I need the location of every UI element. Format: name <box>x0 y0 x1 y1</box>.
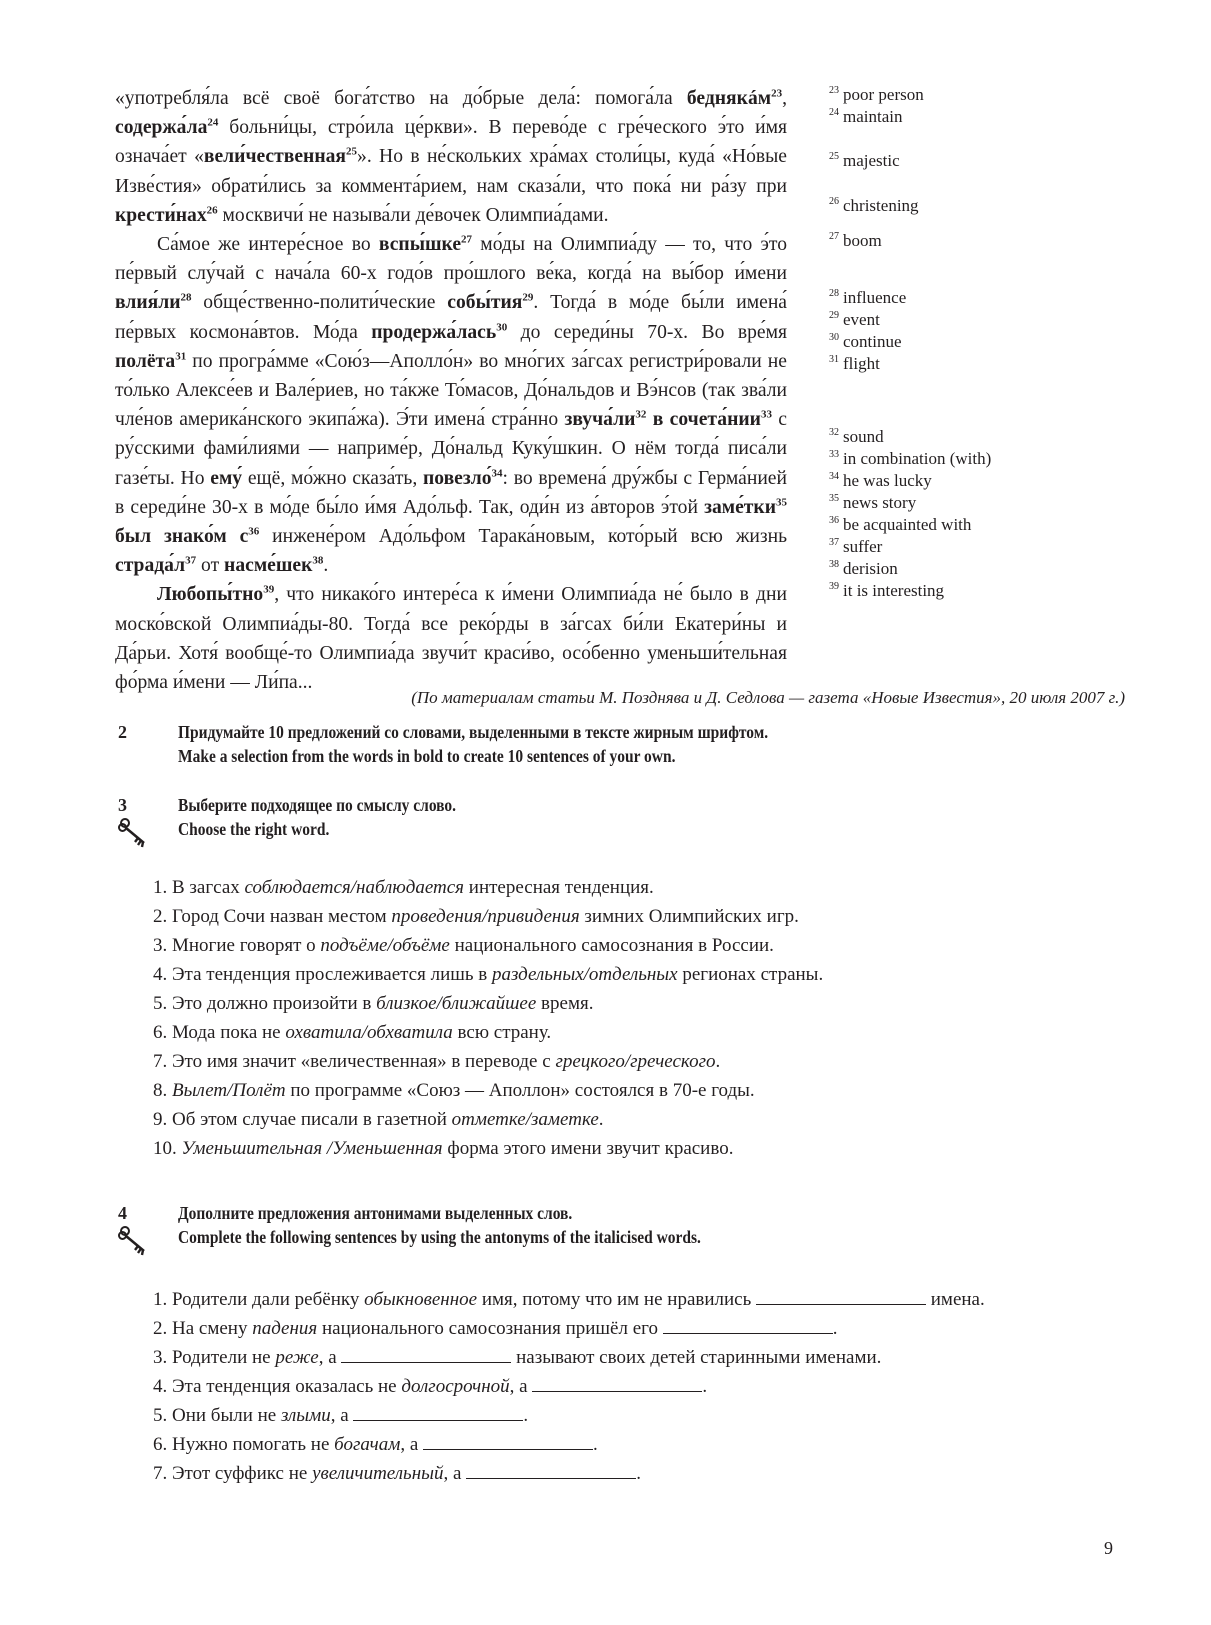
italic-word-choice: реже <box>275 1347 319 1368</box>
footnote-marker: 28 <box>180 291 192 304</box>
task-2 <box>118 720 1118 768</box>
footnote-marker: 38 <box>312 554 324 567</box>
italic-word-choice: отметке/заметке <box>451 1109 599 1130</box>
exercise-item: 5. Они были не злыми, а . <box>153 1405 529 1426</box>
glossary-translation: flight <box>843 354 880 373</box>
glossary-translation: be acquainted with <box>843 515 972 534</box>
exercise-item: 7. Это имя значит «величественная» в переводе с грецкого/греческого. <box>153 1051 721 1072</box>
footnote-number: 29 <box>829 310 839 322</box>
task-instruction-ru: Придумайте 10 предложений со словами, выделенными в тексте жирным шрифтом. <box>178 722 769 742</box>
bold-vocabulary-word: заме́тки <box>704 496 776 518</box>
reading-paragraph-3: Любопы́тно$^{39}$, что никако́го интере́са к и́мени Олимпиа́да не́ было в дни моско́вской Олимпиа́ды-80. Тогда́ все реко́рды в за́гсах би́ли Екатери́ны и Да́рьи. Хотя́ вообще́-то Олимпиа́да звучи́т краси́во, осо́бенно уменьши́тельная фо́рма и́мени — Ли́па... <box>115 583 787 694</box>
glossary-translation: news story <box>843 493 917 512</box>
bold-vocabulary-word: страда́л <box>115 555 186 577</box>
footnote-number: 31 <box>829 354 839 366</box>
exercise-item: 2. Город Сочи назван местом проведения/привидения зимних Олимпийских игр. <box>153 906 799 927</box>
footnote-marker: 24 <box>207 116 219 129</box>
exercise-item: 1. Родители дали ребёнку обыкновенное имя, потому что им не нравились имена. <box>153 1289 985 1310</box>
exercise-item: 3. Родители не реже, а называют своих детей старинными именами. <box>153 1347 882 1368</box>
italic-word-choice: долгосрочной <box>401 1376 510 1397</box>
italic-word-choice: Вылет/Полёт <box>172 1080 286 1101</box>
exercise-item: 10. Уменьшительная /Уменьшенная форма этого имени звучит красиво. <box>153 1138 734 1159</box>
exercise-item: 8. Вылет/Полёт по программе «Союз — Аполлон» состоялся в 70-е годы. <box>153 1080 755 1101</box>
glossary-entry <box>829 492 1129 515</box>
italic-word-choice: подъёме/объёме <box>320 935 450 956</box>
footnote-number: 39 <box>829 581 839 593</box>
exercise-item: 1. В загсах соблюдается/наблюдается интересная тенденция. <box>153 877 654 898</box>
footnote-marker: 32 <box>635 408 647 421</box>
footnote-number: 26 <box>829 196 839 208</box>
exercise-item: 7. Этот суффикс не увеличительный, а . <box>153 1463 641 1484</box>
footnote-number: 33 <box>829 449 839 461</box>
key-icon <box>118 1225 148 1259</box>
italic-word-choice: злыми <box>281 1405 331 1426</box>
exercise-item: 5. Это должно произойти в близкое/ближайшее время. <box>153 993 594 1014</box>
italic-word-choice: охватила/обхватила <box>285 1022 453 1043</box>
glossary-translation: continue <box>843 332 902 351</box>
italic-word-choice: грецкого/греческого <box>555 1051 716 1072</box>
italic-word-choice: богачам <box>334 1434 401 1455</box>
glossary-entry <box>829 84 1129 107</box>
footnote-marker: 23 <box>771 87 783 100</box>
source-citation: (По материалам статьи М. Позднява и Д. Седлова — газета «Новые Известия», 20 июля 2007 г.) <box>411 688 1125 707</box>
task-4 <box>118 1201 1118 1249</box>
glossary-entry <box>829 195 1129 218</box>
exercise-item: 2. На смену падения национального самосознания пришёл его . <box>153 1318 838 1339</box>
bold-vocabulary-word: вели́чественная <box>203 146 347 168</box>
glossary-entry <box>829 448 1129 471</box>
glossary-translation: christening <box>843 196 919 215</box>
glossary-entry <box>829 309 1129 332</box>
footnote-marker: 25 <box>346 145 358 158</box>
task-3 <box>118 793 1118 841</box>
glossary-entry <box>829 514 1129 537</box>
glossary-entry <box>829 353 1129 376</box>
bold-vocabulary-word: вспы́шке <box>378 234 462 256</box>
answer-blank[interactable] <box>663 1317 833 1334</box>
task-instruction-en: Complete the following sentences by using the antonyms of the italicised words. <box>178 1227 701 1247</box>
footnote-number: 28 <box>829 288 839 300</box>
glossary-entry <box>829 426 1129 449</box>
footnote-marker: 36 <box>248 525 260 538</box>
bold-vocabulary-word: ему́ <box>210 467 243 489</box>
glossary-entry <box>829 150 1129 173</box>
bold-vocabulary-word: крести́нах <box>115 204 207 226</box>
glossary-translation: derision <box>843 559 898 578</box>
task-number: 3 <box>118 795 127 815</box>
task-number: 4 <box>118 1203 127 1223</box>
footnote-number: 23 <box>829 85 839 97</box>
reading-paragraph-1: «употребля́ла всё своё бога́тство на до́брые дела́: помога́ла беднякáм$^{23}$, содержа́ла$^{24}$ больни́цы, стро́ила це́ркви». В перево́де с гре́ческого э́то и́мя означа́ет «вели́чественная$^{25}$». Но в не́скольких хра́мах столи́цы, куда́ «Но́вые Изве́стия» обрати́лись за коммента́рием, нам сказа́ли, что пока́ ни ра́зу при крести́нах$^{26}$ москвичи́ не называ́ли де́вочек Олимпиа́дами. <box>115 87 787 226</box>
footnote-marker: 37 <box>185 554 197 567</box>
glossary-entry <box>829 287 1129 310</box>
footnote-marker: 33 <box>760 408 772 421</box>
footnote-number: 32 <box>829 427 839 439</box>
answer-blank[interactable] <box>423 1433 593 1450</box>
bold-vocabulary-word: в сочета́нии <box>652 409 761 431</box>
glossary-translation: in combination (with) <box>843 449 992 468</box>
italic-word-choice: близкое/ближайшее <box>376 993 537 1014</box>
glossary-translation: poor person <box>843 85 924 104</box>
glossary-translation: he was lucky <box>843 471 932 490</box>
task-3-exercise-list <box>153 873 1133 1163</box>
footnote-number: 27 <box>829 231 839 243</box>
task-instruction-ru: Дополните предложения антонимами выделенных слов. <box>178 1203 573 1223</box>
exercise-item: 9. Об этом случае писали в газетной отметке/заметке. <box>153 1109 604 1130</box>
footnote-marker: 26 <box>206 204 218 217</box>
glossary-translation: sound <box>843 427 884 446</box>
glossary-translation: boom <box>843 231 882 250</box>
footnote-number: 36 <box>829 515 839 527</box>
exercise-item: 4. Эта тенденция прослеживается лишь в раздельных/отдельных регионах страны. <box>153 964 824 985</box>
glossary-translation: it is interesting <box>843 581 945 600</box>
glossary-translation: suffer <box>843 537 883 556</box>
bold-vocabulary-word: повезло́ <box>422 467 492 489</box>
glossary-entry <box>829 106 1129 129</box>
footnote-number: 30 <box>829 332 839 344</box>
exercise-item: 3. Многие говорят о подъёме/объёме национального самосознания в России. <box>153 935 774 956</box>
footnote-number: 35 <box>829 493 839 505</box>
footnote-number: 25 <box>829 151 839 163</box>
exercise-item: 4. Эта тенденция оказалась не долгосрочной, а . <box>153 1376 708 1397</box>
task-number: 2 <box>118 722 127 742</box>
task-instruction-ru: Выберите подходящее по смыслу слово. <box>178 795 457 815</box>
glossary-entry <box>829 331 1129 354</box>
glossary-translation: influence <box>843 288 907 307</box>
answer-blank[interactable] <box>756 1288 926 1305</box>
italic-word-choice: раздельных/отдельных <box>492 964 678 985</box>
reading-text <box>115 84 787 697</box>
task-instruction-en: Choose the right word. <box>178 819 330 839</box>
footnote-number: 38 <box>829 559 839 571</box>
footnote-marker: 27 <box>461 233 473 246</box>
key-icon <box>118 817 148 851</box>
task-instruction-en: Make a selection from the words in bold to create 10 sentences of your own. <box>178 746 676 766</box>
bold-vocabulary-word: был знако́м с <box>115 526 249 548</box>
bold-vocabulary-word: насме́шек <box>224 555 313 577</box>
italic-word-choice: обыкновенное <box>364 1289 478 1310</box>
footnote-number: 24 <box>829 107 839 119</box>
glossary-entry <box>829 230 1129 253</box>
glossary-translation: event <box>843 310 880 329</box>
bold-vocabulary-word: влия́ли <box>115 292 181 314</box>
bold-vocabulary-word: содержа́ла <box>115 117 208 139</box>
glossary-translation: majestic <box>843 151 900 170</box>
glossary-translation: maintain <box>843 107 903 126</box>
italic-word-choice: Уменьшительная /Уменьшенная <box>181 1138 443 1159</box>
answer-blank[interactable] <box>466 1462 636 1479</box>
glossary-entry <box>829 470 1129 493</box>
italic-word-choice: падения <box>252 1318 318 1339</box>
bold-vocabulary-word: звуча́ли <box>564 409 636 431</box>
answer-blank[interactable] <box>353 1404 523 1421</box>
bold-vocabulary-word: полёта <box>115 350 176 372</box>
page-number: 9 <box>1104 1538 1113 1558</box>
footnote-marker: 35 <box>776 496 787 509</box>
answer-blank[interactable] <box>341 1346 511 1363</box>
exercise-item: 6. Мода пока не охватила/обхватила всю страну. <box>153 1022 552 1043</box>
footnote-marker: 29 <box>522 291 534 304</box>
bold-vocabulary-word: собы́тия <box>447 292 523 314</box>
footnote-marker: 31 <box>175 350 187 363</box>
glossary-entry <box>829 580 1129 603</box>
task-4-exercise-list <box>153 1285 1133 1488</box>
bold-vocabulary-word: беднякáм <box>686 88 772 109</box>
answer-blank[interactable] <box>532 1375 702 1392</box>
glossary-entry <box>829 558 1129 581</box>
footnote-marker: 30 <box>496 321 508 334</box>
footnote-number: 34 <box>829 471 839 483</box>
reading-paragraph-2: Са́мое же интере́сное во вспы́шке$^{27}$ мо́ды на Олимпиа́ду — то, что э́то пе́рвый слу́чай с нача́ла 60-х годо́в про́шлого ве́ка, когда́ на вы́бор и́мени влия́ли$^{28}$ обще́ственно-полити́ческие собы́тия$^{29}$. Тогда́ в мо́де бы́ли имена́ пе́рвых космона́втов. Мо́да продержа́лась$^{30}$ до середи́ны 70-х. Во вре́мя полёта$^{31}$ по програ́мме «Сою́з—Аполло́н» во мно́гих за́гсах регистри́ровали не то́лько Алексе́ев и Вале́риев, но та́кже То́масов, До́нальдов и Вэ́нсов (так зва́ли чле́нов америка́нского экипа́жа). Э́ти имена́ стра́нно звуча́ли$^{32}$ в сочета́нии$^{33}$ с ру́сскими фами́лиями — наприме́р, До́нальд Куку́шкин. О нём тогда́ писа́ли газе́ты. Но ему́ ещё, мо́жно сказа́ть, повезло́$^{34}$: во времена́ дру́жбы с Герма́нией в середи́не 30-х в мо́де бы́ло и́мя Адо́льф. Так, оди́н из а́второв э́той заме́тки$^{35}$ был знако́м с$^{36}$ инжене́ром Адо́льфом Тарака́новым, кото́рый всю жизнь страда́л$^{37}$ от насме́шек$^{38}$. <box>115 233 788 577</box>
italic-word-choice: проведения/привидения <box>391 906 580 927</box>
footnote-marker: 39 <box>263 583 275 596</box>
exercise-item: 6. Нужно помогать не богачам, а . <box>153 1434 598 1455</box>
bold-vocabulary-word: продержа́лась <box>371 321 497 343</box>
glossary-entry <box>829 536 1129 559</box>
footnote-marker: 34 <box>491 467 503 480</box>
italic-word-choice: увеличительный <box>312 1463 444 1484</box>
footnote-number: 37 <box>829 537 839 549</box>
bold-vocabulary-word: Любопы́тно <box>157 584 264 606</box>
italic-word-choice: соблюдается/наблюдается <box>244 877 465 898</box>
